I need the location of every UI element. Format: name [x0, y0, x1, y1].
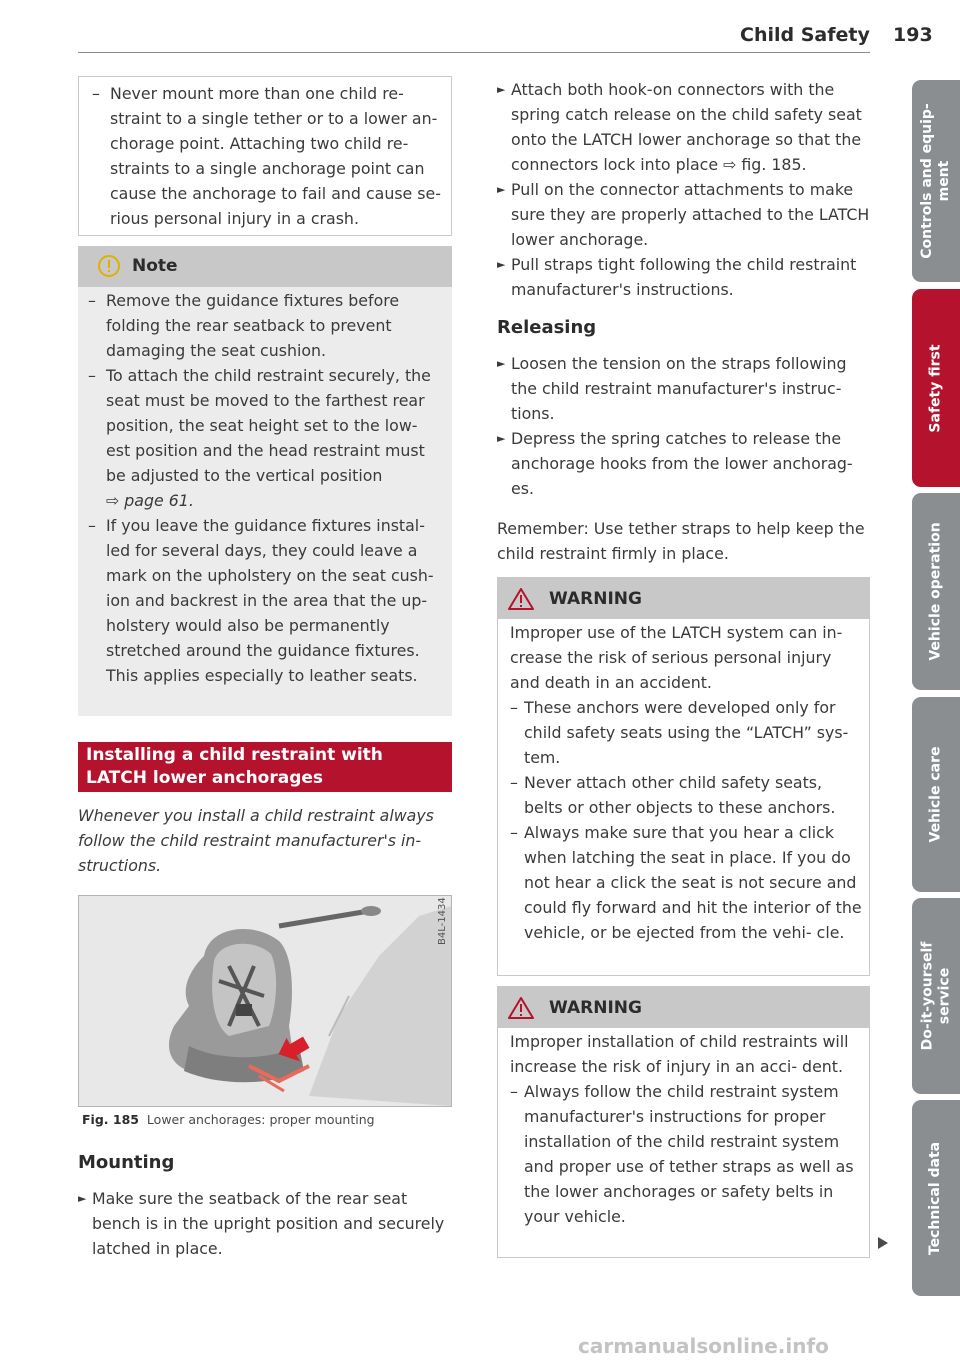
mounting-steps-left: ► Make sure the seatback of the rear seat bench is in the upright position and securely latched in place. [78, 1189, 445, 1258]
mounting-step: Pull straps tight following the child restraint manufacturer's instructions. [511, 255, 857, 299]
tab-label: Vehicle care [927, 746, 944, 843]
warning-installation-content: Improper installation of child restraints will increase the risk of injury in an acci- dent. – Always follow the child restraint system manufacturer's instructions for proper installation of the child restraint system and proper use of tether straps as well as the lower anchorages or safety belts in your vehicle. [510, 1029, 862, 1229]
releasing-steps: ► Loosen the tension on the straps following the child restraint manufacturer's instruc- tions. ► Depress the spring catches to release the anchorage hooks from the lower anchorag- es. [497, 354, 853, 498]
figure-label: Fig. 185 [82, 1112, 139, 1127]
tab-safety-first[interactable] [912, 289, 960, 487]
releasing-step: Loosen the tension on the straps following the child restraint manufacturer's instruc- tions. [511, 354, 847, 423]
mounting-heading: Mounting [78, 1152, 175, 1173]
note-title: Note [132, 256, 178, 276]
header-section-title: Child Safety [740, 24, 870, 46]
warning-title: WARNING [549, 998, 642, 1018]
mounting-step: Pull on the connector attachments to make sure they are properly attached to the LATCH lower anchorage. [511, 180, 870, 249]
figure-caption-text: Lower anchorages: proper mounting [146, 1112, 375, 1127]
note-item: To attach the child restraint securely, the seat must be moved to the farthest rear position, the seat height set to the low- est position and the head restraint must be adjusted to the vertical position [106, 366, 431, 485]
section-intro: Whenever you install a child restraint always follow the child restraint manufacturer's in- structions. [78, 806, 434, 875]
warning-item: These anchors were developed only for child safety seats using the “LATCH” sys- tem. [524, 698, 849, 767]
note-item: Remove the guidance fixtures before folding the rear seatback to prevent damaging the seat cushion. [106, 291, 400, 360]
note-item: If you leave the guidance fixtures instal- led for several days, they could leave a mark on the upholstery on the seat cush- ion and backrest in the area that the up- holstery would also be permanently stretched around the guidance fixtures. This applies especially to leather seats. [106, 516, 434, 685]
child-seat-illustration [79, 896, 451, 1106]
tab-label: Controls and equip- [919, 103, 936, 259]
tab-controls-and-equipment[interactable] [912, 80, 960, 282]
warning-item: Always follow the child restraint system manufacturer's instructions for proper installation of the child restraint system and proper use of tether straps as well as the lower anchorages or safety belts in your vehicle. [524, 1082, 854, 1226]
figure-caption [82, 1112, 375, 1127]
figure-code: B4L-1434 [437, 897, 448, 945]
note-list: – Remove the guidance fixtures before folding the rear seatback to prevent damaging the seat cushion. – To attach the child restraint securely, the seat must be moved to the farthest rear position, the seat height set to the low- est position and the head restraint must be adjusted to the vertical position ⇨ page 61. – If you leave the guidance fixtures instal- led for several days, they could leave a mark on the upholstery on the seat cush- ion and backrest in the area that the up- holstery would also be permanently stretched around the guidance fixtures. This applies especially to leather seats. [88, 291, 434, 685]
warning-title: WARNING [549, 589, 642, 609]
tab-label: Do-it-yourself [919, 941, 935, 1051]
warning-item: Always make sure that you hear a click when latching the seat in place. If you do not hear a click the seat is not secure and could fly forward and hit the interior of the vehicle, or be ejected from the vehi- cle. [524, 823, 862, 942]
warning-lead: Improper use of the LATCH system can in- crease the risk of serious personal injury and death in an accident. [510, 623, 843, 692]
tab-label: Vehicle operation [927, 522, 944, 661]
releasing-step: Depress the spring catches to release the anchorage hooks from the lower anchorag- es. [511, 429, 853, 498]
figure-child-seat [78, 895, 452, 1107]
warning-latch-content: Improper use of the LATCH system can in- crease the risk of serious personal injury and death in an accident. – These anchors were developed only for child safety seats using the “LATCH” sys- tem. – Never attach other child safety seats, belts or other objects to these anchors. – Always make sure that you hear a click when latching the seat in place. If you do not hear a click the seat is not secure and could fly forward and hit the interior of the vehicle, or be ejected from the vehi- cle. [510, 620, 862, 945]
warning-item: Never attach other child safety seats, belts or other objects to these anchors. [524, 773, 836, 817]
tab-vehicle-operation[interactable] [912, 493, 960, 690]
tab-vehicle-care[interactable] [912, 697, 960, 892]
continued-warning-text: – Never mount more than one child re- straint to a single tether or to a lower an- chorage point. Attaching two child re- straints to a single anchorage point can cause the anchorage to fail and cause se- rious personal injury in a crash. [92, 84, 441, 228]
section-title: Installing a child restraint with LATCH lower anchorages [86, 745, 383, 788]
tab-label: Technical data [927, 1141, 944, 1255]
mounting-step: Make sure the seatback of the rear seat bench is in the upright position and securely latched in place. [92, 1189, 445, 1258]
mounting-step: Attach both hook-on connectors with the spring catch release on the child safety seat onto the LATCH lower anchorage so that the connectors lock into place ⇨ fig. 185. [511, 80, 862, 174]
releasing-heading: Releasing [497, 317, 597, 338]
warning-item: Never mount more than one child re- straint to a single tether or to a lower an- chorage point. Attaching two child re- straints to a single anchorage point can cause the anchorage to fail and cause se- rious personal injury in a crash. [110, 84, 441, 228]
tab-do-it-yourself-service[interactable] [912, 898, 960, 1094]
info-circle-icon [97, 254, 121, 278]
continue-arrow-icon [878, 1237, 888, 1249]
header-divider [78, 52, 870, 53]
page-reference-link[interactable]: ⇨ page 61. [106, 491, 194, 510]
watermark: carmanualsonline.info [578, 1334, 829, 1358]
remember-text: Remember: Use tether straps to help keep the child restraint firmly in place. [497, 519, 865, 563]
mounting-steps-right: ► Attach both hook-on connectors with the spring catch release on the child safety seat onto the LATCH lower anchorage so that the connectors lock into place ⇨ fig. 185. ► Pull on the connector attachments to make sure they are properly attached to the LATCH lower anchorage. ► Pull straps tight following the child restraint manufacturer's instructions. [497, 80, 870, 299]
warning-lead: Improper installation of child restraints will increase the risk of injury in an acci- dent. [510, 1032, 849, 1076]
tab-label: service [936, 967, 952, 1025]
warning-triangle-icon [508, 997, 534, 1019]
tab-label: ment [936, 160, 953, 202]
tab-technical-data[interactable] [912, 1100, 960, 1296]
tab-label: Safety first [927, 343, 944, 433]
warning-triangle-icon [508, 588, 534, 610]
page-number: 193 [893, 24, 933, 46]
